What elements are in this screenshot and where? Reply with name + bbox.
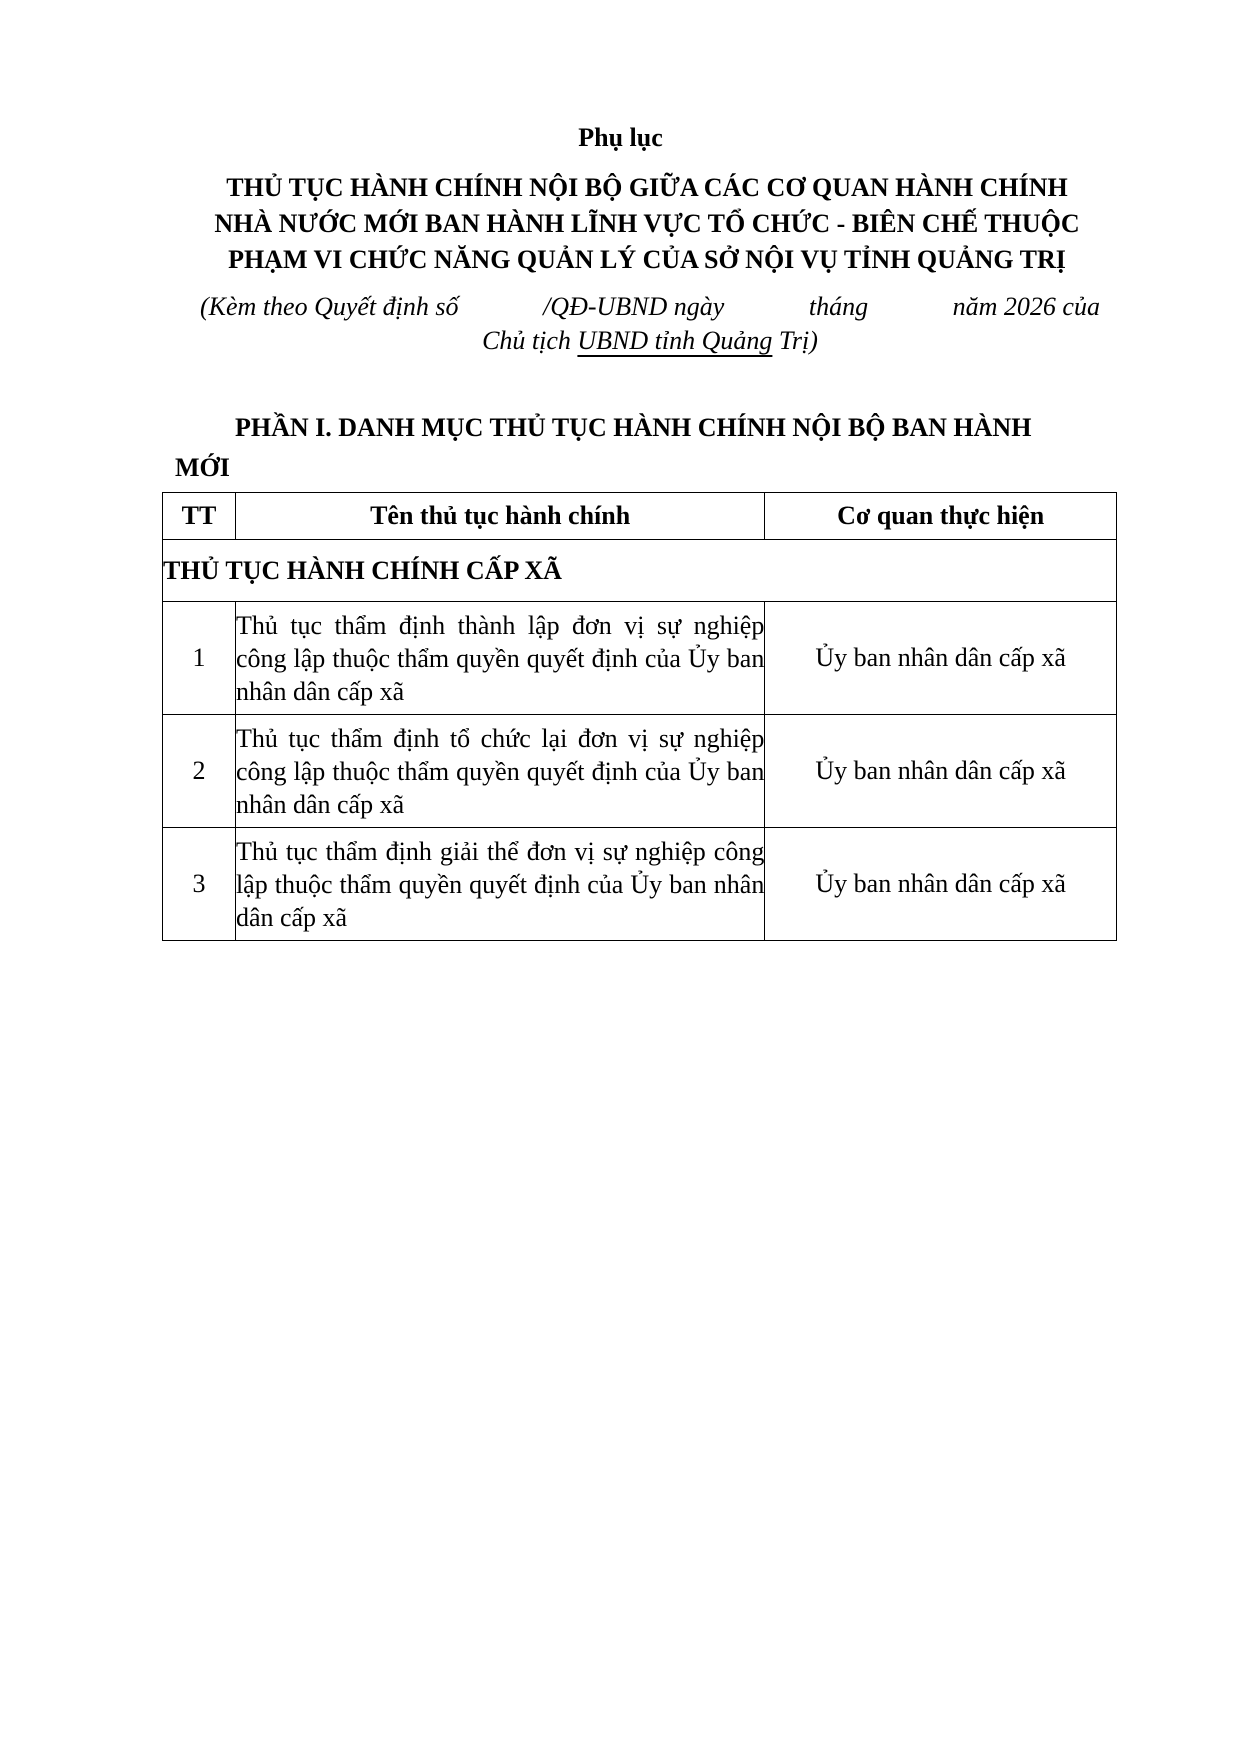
signer-prefix: Chủ tịch [482,326,578,355]
section-title-line-2: MỚI [175,453,230,482]
decision-year-label: năm 2026 của [952,292,1100,321]
row-number: 2 [163,715,236,828]
group-label: THỦ TỤC HÀNH CHÍNH CẤP XÃ [163,540,1117,602]
row-number: 3 [163,828,236,941]
group-row [163,540,1117,602]
row-number: 1 [163,602,236,715]
section-title [175,408,1135,488]
procedure-name: Thủ tục thẩm định thành lập đơn vị sự nghiệp công lập thuộc thẩm quyền quyết định của Ủy ban nhân dân cấp xã [235,602,764,715]
decision-reference-line-1 [200,290,1100,324]
heading-line: PHẠM VI CHỨC NĂNG QUẢN LÝ CỦA SỞ NỘI VỤ TỈNH QUẢNG TRỊ [228,245,1066,274]
table-row [163,602,1117,715]
table-header-row [163,493,1117,540]
decision-reference [200,290,1100,358]
signer-suffix: Trị) [772,326,818,355]
agency: Ủy ban nhân dân cấp xã [765,828,1117,941]
appendix-title: Phụ lục [578,123,663,152]
decision-number-label: (Kèm theo Quyết định số [200,292,459,321]
decision-month-label: tháng [808,292,869,321]
header-agency: Cơ quan thực hiện [765,493,1117,540]
section-title-line-1: PHẦN I. DANH MỤC THỦ TỤC HÀNH CHÍNH NỘI BỘ BAN HÀNH [235,413,1032,442]
procedure-table [162,492,1117,941]
decision-reference-line-2 [200,324,1100,358]
signer-underlined: UBND tỉnh Quảng [577,326,773,355]
header-procedure-name: Tên thủ tục hành chính [235,493,764,540]
document-heading [150,170,1144,278]
decision-date-label: /QĐ-UBND ngày [543,292,725,321]
agency: Ủy ban nhân dân cấp xã [765,602,1117,715]
header-tt: TT [163,493,236,540]
table-row [163,828,1117,941]
procedure-name: Thủ tục thẩm định tổ chức lại đơn vị sự nghiệp công lập thuộc thẩm quyền quyết định của Ủy ban nhân dân cấp xã [235,715,764,828]
heading-line: THỦ TỤC HÀNH CHÍNH NỘI BỘ GIỮA CÁC CƠ QUAN HÀNH CHÍNH [226,173,1068,202]
heading-line: NHÀ NƯỚC MỚI BAN HÀNH LĨNH VỰC TỔ CHỨC - BIÊN CHẾ THUỘC [214,209,1080,238]
procedure-name: Thủ tục thẩm định giải thể đơn vị sự nghiệp công lập thuộc thẩm quyền quyết định của Ủy ban nhân dân cấp xã [235,828,764,941]
agency: Ủy ban nhân dân cấp xã [765,715,1117,828]
table-row [163,715,1117,828]
